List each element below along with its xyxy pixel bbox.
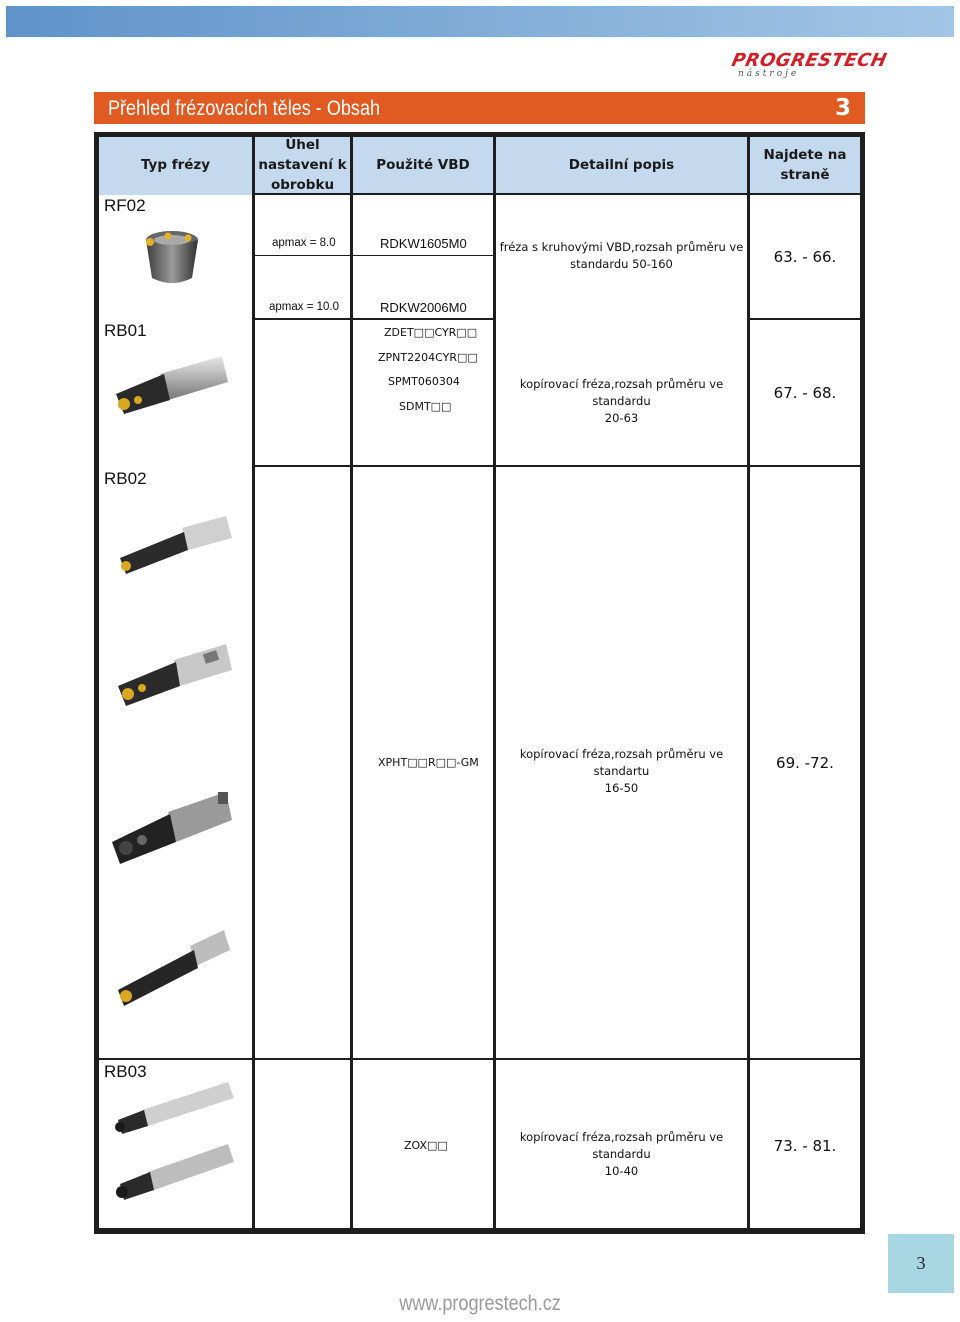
rf02-vbd: RDKW1605M0 <box>380 236 467 251</box>
rf02-description <box>496 239 747 273</box>
rb03-pages: 73. - 81. <box>773 1137 837 1155</box>
page-number: 3 <box>916 1253 926 1273</box>
rf02-code: RF02 <box>104 196 146 215</box>
header-uhel <box>255 137 350 193</box>
rb01-pages: 67. - 68. <box>773 384 837 402</box>
rb02-cutter-image-1 <box>112 514 234 576</box>
rb02-pages: 69. -72. <box>776 754 834 772</box>
rb01-desc-line2: 20-63 <box>604 411 639 425</box>
header-vbd-label: Použité VBD <box>376 157 470 173</box>
header-uhel-line2: nastavení k <box>258 157 347 173</box>
rb01-desc-line1: kopírovací fréza,rozsah průměru ve standardu <box>519 377 724 408</box>
rf02-desc-line2: standardu 50-160 <box>570 257 673 271</box>
rb02-cutter-image-4 <box>112 928 234 1008</box>
chapter-number: 3 <box>834 95 851 121</box>
rb03-code: RB03 <box>104 1062 147 1081</box>
rb02-code: RB02 <box>104 469 147 488</box>
rb02-bottom <box>99 1058 860 1060</box>
rb01-cutter-image <box>110 352 230 416</box>
rb01-description <box>496 376 747 427</box>
logo-text: PROGRESTECH <box>729 50 889 71</box>
rb01-vbd-2: ZDET□□CYR□□ <box>384 326 478 339</box>
rb02-description <box>496 746 747 797</box>
header-uhel-line1: Úhel <box>285 137 320 153</box>
rb01-angle-underline <box>255 318 493 320</box>
rb02-desc-line1: kopírovací fréza,rozsah průměru ve standartu <box>519 747 724 778</box>
rb01-bottom <box>255 465 860 467</box>
header-popis <box>496 137 747 193</box>
rb03-vbd: ZOX□□ <box>404 1139 448 1152</box>
header-strana-line1: Najdete na <box>763 147 847 163</box>
page-number-box <box>888 1234 954 1293</box>
rb03-description <box>496 1129 747 1180</box>
header-typ-label: Typ frézy <box>140 157 211 173</box>
rb01-code: RB01 <box>104 321 147 340</box>
header-popis-label: Detailní popis <box>568 157 675 173</box>
rf02-angle-underline <box>255 255 493 256</box>
header-strana <box>750 137 860 193</box>
header-vbd <box>353 137 493 193</box>
rb02-desc-line2: 16-50 <box>604 781 639 795</box>
header-divider <box>99 193 252 195</box>
rb03-cutter-image-1 <box>112 1080 236 1136</box>
rb02-cutter-image-2 <box>112 642 234 708</box>
page-title: Přehled frézovacích těles - Obsah <box>108 97 381 120</box>
title-bar <box>94 92 865 124</box>
footer-url[interactable]: www.progrestech.cz <box>399 1292 561 1315</box>
rf02-desc-line1: fréza s kruhovými VBD,rozsah průměru ve <box>499 240 744 254</box>
col-popis <box>496 137 747 1228</box>
top-color-bar <box>6 6 954 37</box>
header-bottom <box>255 193 860 195</box>
rf02-pages: 63. - 66. <box>773 248 837 266</box>
rf02-cutter-image <box>138 226 206 288</box>
progrestech-logo <box>728 50 889 80</box>
col-strana <box>750 137 860 1228</box>
rf02-angle: apmax = 8.0 <box>272 237 336 249</box>
rb01-vbd-4: SPMT060304 <box>388 375 460 388</box>
rb01-vbd-1: RDKW2006M0 <box>380 300 467 315</box>
logo-subtext: nástroje <box>738 69 800 79</box>
rf02-bottom-right <box>750 318 860 320</box>
rb03-desc-line1: kopírovací fréza,rozsah průměru ve standardu <box>519 1130 724 1161</box>
overview-table <box>94 132 865 1234</box>
rb02-vbd: XPHT□□R□□-GM <box>378 756 479 769</box>
rb01-angle: apmax = 10.0 <box>269 301 340 313</box>
rb03-desc-line2: 10-40 <box>604 1164 639 1178</box>
header-uhel-line3: obrobku <box>270 177 335 193</box>
rb02-cutter-image-3 <box>108 790 236 866</box>
rb01-vbd-3: ZPNT2204CYR□□ <box>378 351 478 364</box>
header-strana-line2: straně <box>780 167 830 183</box>
rb01-vbd-5: SDMT□□ <box>399 400 452 413</box>
rb03-cutter-image-2 <box>112 1142 236 1202</box>
header-typ <box>99 137 252 193</box>
